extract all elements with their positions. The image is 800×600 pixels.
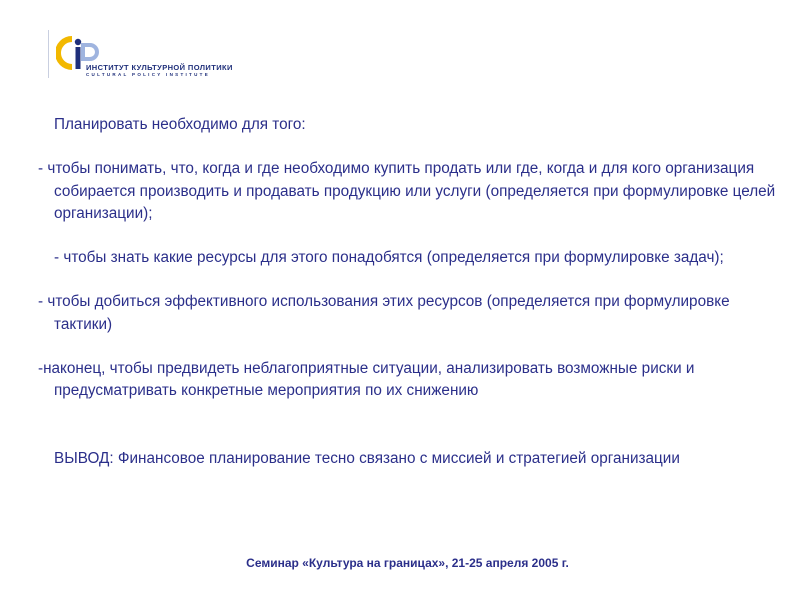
logo-divider: [48, 30, 49, 78]
conclusion: ВЫВОД: Финансовое планирование тесно связано с миссией и стратегией организации: [54, 449, 680, 467]
list-item-4: -наконец, чтобы предвидеть неблагоприятные ситуации, анализировать возможные риски и предусматривать конкретные мероприятия по их снижению: [38, 360, 695, 400]
slide-body: [38, 114, 778, 470]
intro-line: Планировать необходимо для того:: [54, 116, 306, 133]
list-item-3: - чтобы добиться эффективного использования этих ресурсов (определяется при формулировке тактики): [38, 293, 730, 333]
logo-name: ИНСТИТУТ КУЛЬТУРНОЙ ПОЛИТИКИ: [86, 63, 233, 72]
logo-subtitle: CULTURAL POLICY INSTITUTE: [86, 72, 210, 77]
list-item-1: - чтобы понимать, что, когда и где необходимо купить продать или где, когда и для кого организация собирается производить и продавать продукцию или услуги (определяется при формулировке целей организации);: [38, 160, 776, 222]
seminar-footer: Семинар «Культура на границах», 21-25 апреля 2005 г.: [246, 556, 569, 570]
list-item-2: - чтобы знать какие ресурсы для этого понадобятся (определяется при формулировке задач);: [54, 249, 724, 267]
